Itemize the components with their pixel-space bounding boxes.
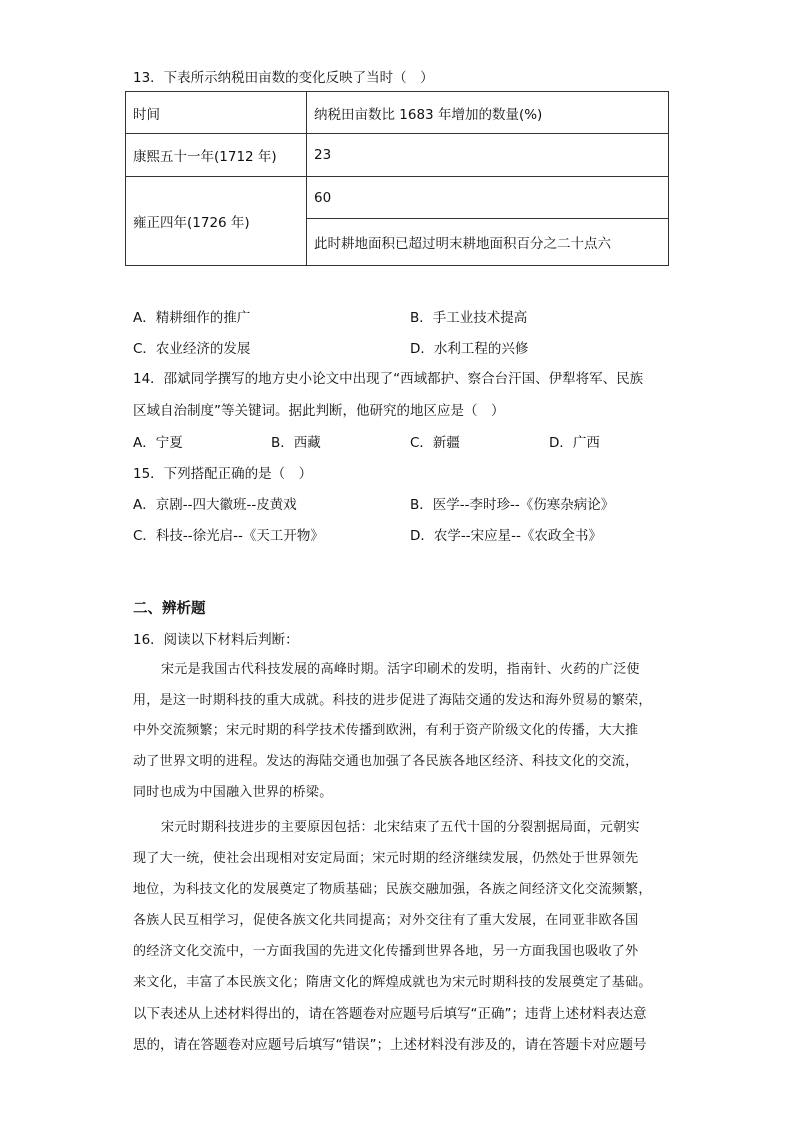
- q16-para1-line: 用，是这一时期科技的重大成就。科技的进步促进了海陆交通的发达和海外贸易的繁荣，: [133, 693, 652, 708]
- q15-option-c[interactable]: C．科技--徐光启--《天工开物》: [133, 528, 324, 544]
- table-cell: 康熙五十一年(1712 年): [126, 134, 307, 177]
- q13-table: [125, 91, 669, 266]
- table-header-cell: 纳税田亩数比 1683 年增加的数量(%): [307, 92, 669, 134]
- q16-para1-line: 宋元是我国古代科技发展的高峰时期。活字印刷术的发明，指南针、火药的广泛使: [161, 662, 640, 677]
- table-cell: 60: [307, 177, 669, 219]
- q14-stem-line1: 14．邵斌同学撰写的地方史小论文中出现了“西域都护、察合台汗国、伊犁将军、民族: [133, 371, 644, 387]
- q16-para2-line: 现了大一统，使社会出现相对安定局面；宋元时期的经济继续发展，仍然处于世界领先: [133, 851, 639, 866]
- table-row: [126, 177, 669, 219]
- section-title: 二、辨析题: [133, 601, 206, 617]
- q13-option-c[interactable]: C．农业经济的发展: [133, 341, 251, 357]
- q15-option-d[interactable]: D．农学--宋应星--《农政全书》: [410, 528, 602, 544]
- q16-para2-line: 宋元时期科技进步的主要原因包括：北宋结束了五代十国的分裂割据局面，元朝实: [161, 820, 640, 835]
- q14-option-c[interactable]: C．新疆: [410, 435, 460, 451]
- q15-option-a[interactable]: A．京剧--四大徽班--皮黄戏: [133, 497, 297, 513]
- q13-option-d[interactable]: D．水利工程的兴修: [410, 341, 529, 357]
- q16-para2-line: 各族人民互相学习，促使各族文化共同提高；对外交往有了重大发展，在同亚非欧各国: [133, 913, 639, 928]
- table-row: [126, 134, 669, 177]
- q16-para1-line: 中外交流频繁；宋元时期的科学技术传播到欧洲，有利于资产阶级文化的传播，大大推: [133, 723, 639, 738]
- q14-option-d[interactable]: D．广西: [549, 435, 600, 451]
- q16-para2-line: 的经济文化交流中，一方面我国的先进文化传播到世界各地，另一方面我国也吸收了外: [133, 944, 639, 959]
- q15-stem: 15．下列搭配正确的是（ ）: [133, 466, 313, 482]
- table-header-row: [126, 92, 669, 134]
- table-header-cell: 时间: [126, 92, 307, 134]
- table-cell: 此时耕地面积已超过明末耕地面积百分之二十点六: [307, 219, 669, 266]
- q14-option-a[interactable]: A．宁夏: [133, 435, 183, 451]
- q16-instruction-line: 思的，请在答题卷对应题号后填写“错误”；上述材料没有涉及的，请在答题卡对应题号: [133, 1037, 647, 1053]
- q16-para1-line: 动了世界文明的进程。发达的海陆交通也加强了各民族各地区经济、科技文化的交流，: [133, 754, 639, 769]
- q14-stem-line2: 区域自治制度”等关键词。据此判断，他研究的地区应是（ ）: [133, 403, 505, 419]
- q13-stem: 13．下表所示纳税田亩数的变化反映了当时（ ）: [133, 70, 434, 86]
- table-cell: 23: [307, 134, 669, 177]
- q13-option-b[interactable]: B．手工业技术提高: [410, 310, 528, 326]
- q16-para2-line: 来文化，丰富了本民族文化；隋唐文化的辉煌成就也为宋元时期科技的发展奠定了基础。: [133, 975, 652, 990]
- q16-stem: 16．阅读以下材料后判断：: [133, 632, 299, 648]
- table-cell: 雍正四年(1726 年): [126, 177, 307, 266]
- q15-option-b[interactable]: B．医学--李时珍--《伤寒杂病论》: [410, 497, 615, 513]
- q16-instruction-line: 以下表述从上述材料得出的，请在答题卷对应题号后填写“正确”；违背上述材料表达意: [133, 1006, 647, 1022]
- q14-option-b[interactable]: B．西藏: [271, 435, 321, 451]
- q16-para1-line: 同时也成为中国融入世界的桥梁。: [133, 785, 333, 800]
- q13-option-a[interactable]: A．精耕细作的推广: [133, 310, 251, 326]
- q16-para2-line: 地位，为科技文化的发展奠定了物质基础；民族交融加强，各族之间经济文化交流频繁，: [133, 882, 652, 897]
